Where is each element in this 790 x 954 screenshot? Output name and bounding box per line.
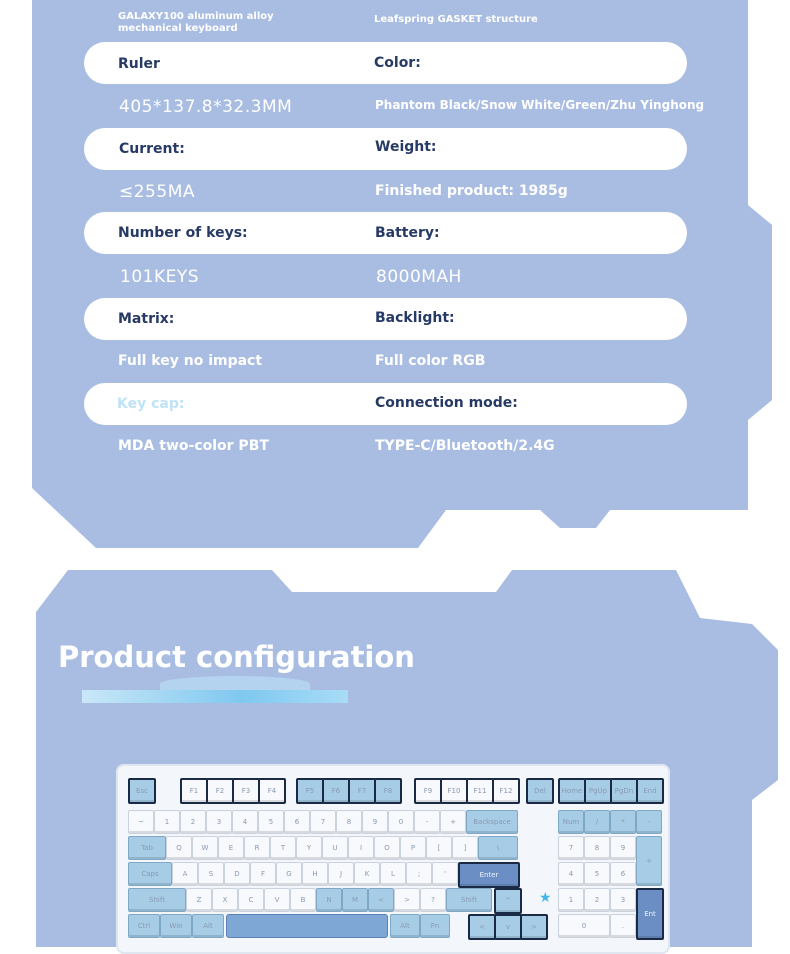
keyboard-image [116,764,670,954]
keyboard-key: * [610,810,636,834]
keyboard-key: \ [478,836,518,860]
keyboard-key: Esc [128,778,156,804]
spec-label-keys: Number of keys: [118,225,248,241]
keyboard-key: W [192,836,218,860]
keyboard-key: v [494,914,522,940]
keyboard-key: Enter [458,862,520,888]
keyboard-key: ? [420,888,446,912]
keyboard-key: 5 [584,862,610,886]
keyboard-key: 7 [558,836,584,860]
keyboard-key: I [348,836,374,860]
spec-value-current: ≤255MA [119,182,195,202]
keyboard-key: 6 [610,862,636,886]
keyboard-key: 0 [558,914,610,938]
keyboard-key: Q [166,836,192,860]
keyboard-key: F7 [348,778,376,804]
spec-label-connection: Connection mode: [375,395,518,411]
keyboard-key: PgUp [584,778,612,804]
keyboard-key: F8 [374,778,402,804]
keyboard-key: C [238,888,264,912]
spec-value-keycap: MDA two-color PBT [118,438,269,454]
keyboard-key: ^ [494,888,522,914]
keyboard-key: Shift [128,888,186,912]
keyboard-key: 8 [336,810,362,834]
keyboard-key: H [302,862,328,886]
keyboard-key: O [374,836,400,860]
keyboard-key: ] [452,836,478,860]
keyboard-key: End [636,778,664,804]
spec-value-matrix: Full key no impact [118,353,263,369]
keyboard-key: Num [558,810,584,834]
keyboard-key: 3 [206,810,232,834]
keyboard-key: > [520,914,548,940]
keyboard-space-bar [226,914,388,938]
keyboard-key: F [250,862,276,886]
spec-value-connection: TYPE-C/Bluetooth/2.4G [375,438,555,454]
spec-label-matrix: Matrix: [118,311,175,327]
keyboard-key: F5 [296,778,324,804]
keyboard-key: 4 [232,810,258,834]
keyboard-key: F4 [258,778,286,804]
keyboard-key: ; [406,862,432,886]
spec-value-keys: 101KEYS [120,267,200,287]
keyboard-key: Caps [128,862,172,886]
title-underline-bar [82,690,348,703]
section-title: Product configuration [58,640,415,674]
keyboard-key: K [354,862,380,886]
keyboard-key: F12 [492,778,520,804]
keyboard-key: 4 [558,862,584,886]
keyboard-key: . [610,914,636,938]
keyboard-key: Y [296,836,322,860]
keyboard-key: R [244,836,270,860]
keyboard-key: F11 [466,778,494,804]
keyboard-key: F2 [206,778,234,804]
spec-value-backlight: Full color RGB [375,353,486,369]
keyboard-key: M [342,888,368,912]
keyboard-key: X [212,888,238,912]
spec-label-weight: Weight: [375,139,437,155]
keyboard-key: PgDn [610,778,638,804]
keyboard-key: 0 [388,810,414,834]
keyboard-key: P [400,836,426,860]
keyboard-key: F1 [180,778,208,804]
keyboard-key: Alt [192,914,224,938]
keyboard-key: F9 [414,778,442,804]
keyboard-key: G [276,862,302,886]
header-right-text: Leafspring GASKET structure [374,14,538,25]
keyboard-key: F3 [232,778,260,804]
keyboard-key: V [264,888,290,912]
keyboard-key: L [380,862,406,886]
keyboard-key: E [218,836,244,860]
spec-label-ruler: Ruler [118,56,160,72]
spec-label-current: Current: [119,141,185,157]
keyboard-key: < [368,888,394,912]
spec-value-color: Phantom Black/Snow White/Green/Zhu Yinghong [375,98,705,112]
keyboard-key: A [172,862,198,886]
keyboard-key: D [224,862,250,886]
keyboard-key: < [468,914,496,940]
keyboard-key: ~ [128,810,154,834]
keyboard-key: Z [186,888,212,912]
keyboard-key: S [198,862,224,886]
keyboard-key: ' [432,862,458,886]
star-icon: ★ [539,890,552,906]
keyboard-key: - [636,810,662,834]
keyboard-key: Del [526,778,554,804]
keyboard-key: T [270,836,296,860]
keyboard-key: + [440,810,466,834]
keyboard-key: 5 [258,810,284,834]
keyboard-key: Ctrl [128,914,160,938]
keyboard-key: 8 [584,836,610,860]
keyboard-key: 9 [610,836,636,860]
keyboard-key: N [316,888,342,912]
keyboard-key: 6 [284,810,310,834]
keyboard-key: U [322,836,348,860]
keyboard-key: Home [558,778,586,804]
keyboard-key: F10 [440,778,468,804]
keyboard-key: - [414,810,440,834]
keyboard-key: Alt [390,914,420,938]
keyboard-key: 2 [584,888,610,912]
keyboard-key: 9 [362,810,388,834]
spec-label-keycap: Key cap: [117,396,185,412]
spec-label-color: Color: [374,55,421,71]
keyboard-key: Backspace [466,810,518,834]
keyboard-key: 1 [558,888,584,912]
keyboard-key: + [636,836,662,886]
keyboard-key: 7 [310,810,336,834]
keyboard-key: 2 [180,810,206,834]
keyboard-key: Ent [636,888,664,940]
keyboard-key: [ [426,836,452,860]
keyboard-key: Tab [128,836,166,860]
spec-value-battery: 8000MAH [376,267,462,287]
keyboard-key: > [394,888,420,912]
keyboard-key: B [290,888,316,912]
spec-label-battery: Battery: [375,225,440,241]
keyboard-key: Fn [420,914,450,938]
keyboard-key: 1 [154,810,180,834]
keyboard-key: Win [160,914,192,938]
spec-label-backlight: Backlight: [375,310,455,326]
keyboard-key: Shift [446,888,492,912]
header-left-text: GALAXY100 aluminum alloy mechanical keyboard [118,11,274,34]
spec-value-weight: Finished product: 1985g [375,183,568,199]
keyboard-key: F6 [322,778,350,804]
keyboard-key: 3 [610,888,636,912]
keyboard-key: / [584,810,610,834]
keyboard-key: J [328,862,354,886]
spec-value-ruler: 405*137.8*32.3MM [119,97,293,117]
